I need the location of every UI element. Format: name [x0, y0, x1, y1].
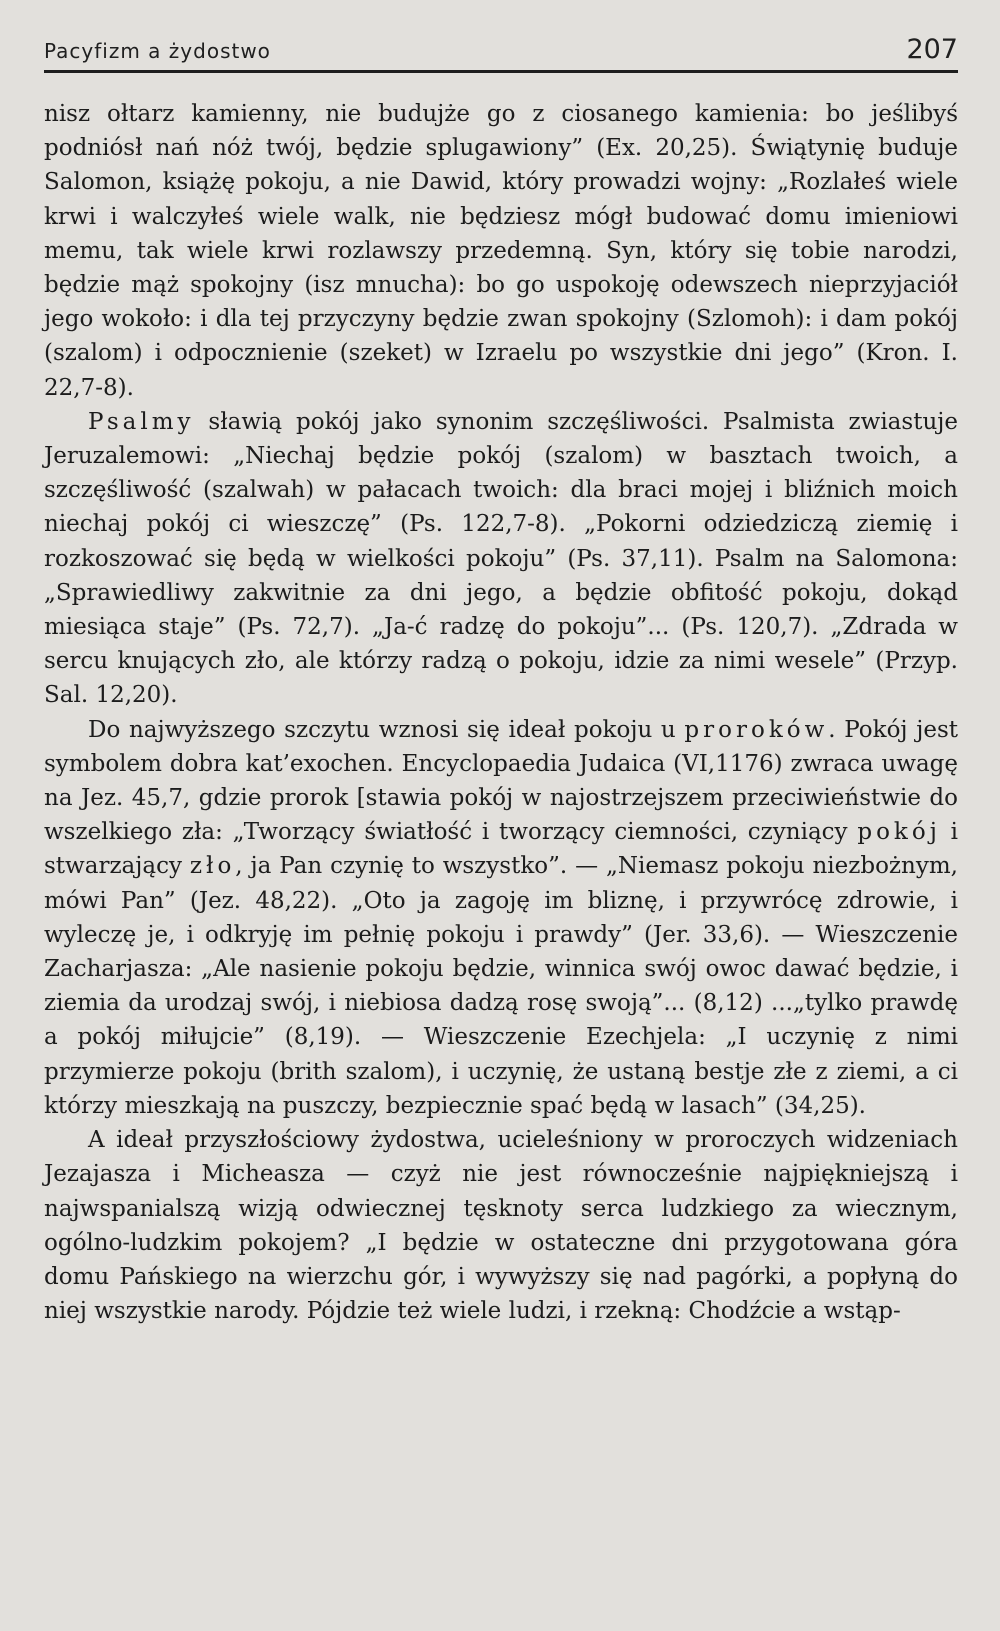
paragraph	[44, 1123, 958, 1328]
text-segment: sławią pokój jako synonim szczęśliwości. Psalmista zwiastuje Jeruzalemowi: „Niechaj będzie pokój (szalom) w basztach twoich, a szczęśliwość (szalwah) w pałacach twoich: dla braci mojej i bliźnich moich niechaj pokój ci wieszczę” (Ps. 122,7-8). „Pokorni odziedziczą ziemię i rozkoszować się będą w wielkości pokoju” (Ps. 37,11). Psalm na Salomona: „Sprawiedliwy zakwitnie za dni jego, a będzie obfitość pokoju, dokąd miesiąca staje” (Ps. 72,7). „Ja-ć radzę do pokoju”... (Ps. 120,7). „Zdrada w sercu knujących zło, ale którzy radzą o pokoju, idzie za nimi wesele” (Przyp. Sal. 12,20).	[44, 408, 958, 709]
text-segment: , ja Pan czynię to wszystko”. — „Niemasz pokoju niezbożnym, mówi Pan” (Jez. 48,22). „Oto ja zagoję im bliznę, i przywrócę zdrowie, i wyleczę je, i odkryję im pełnię pokoju i prawdy” (Jer. 33,6). — Wieszczenie Zacharjasza: „Ale nasienie pokoju będzie, winnica swój owoc dawać będzie, i ziemia da urodzaj swój, i niebiosa dadzą rosę swoją”... (8,12) ...„tylko prawdę a pokój miłujcie” (8,19). — Wieszczenie Ezechjela: „I uczynię z nimi przymierze pokoju (brith szalom), i uczynię, że ustaną bestje złe z ziemi, a ci którzy mieszkają na puszczy, bezpiecznie spać będą w lasach” (34,25).	[44, 853, 958, 1119]
text-segment: Do najwyższego szczytu wznosi się ideał pokoju u	[88, 716, 685, 743]
emphasized-spaced-text: zło	[189, 853, 236, 880]
text-segment: i stwarzający	[44, 819, 958, 880]
emphasized-spaced-text: proroków	[684, 716, 829, 743]
emphasized-spaced-text: Psalmy	[88, 408, 195, 435]
text-segment: A ideał przyszłościowy żydostwa, ucieleśniony w proroczych widzeniach Jezajasza i Micheasza — czyż nie jest równocześnie najpiękniejszą i najwspanialszą wizją odwiecznej tęsknoty serca ludzkiego za wiecznym, ogólno-ludzkim pokojem? „I będzie w ostateczne dni przygotowana góra domu Pańskiego na wierzchu gór, i wywyższy się nad pagórki, a popłyną do niej wszystkie narody. Pójdzie też wiele ludzi, i rzekną: Chodźcie a wstąp-	[44, 1127, 958, 1325]
running-title: Pacyfizm a żydostwo	[44, 39, 271, 63]
paragraph	[44, 97, 958, 405]
text-segment: nisz ołtarz kamienny, nie budujże go z ciosanego kamienia: bo jeślibyś podniósł nań nóż twój, będzie splugawiony” (Ex. 20,25). Świątynię buduje Salomon, książę pokoju, a nie Dawid, który prowadzi wojny: „Rozlałeś wiele krwi i walczyłeś wiele walk, nie będziesz mógł budować domu imieniowi memu, tak wiele krwi rozlawszy przedemną. Syn, który się tobie narodzi, będzie mąż spokojny (isz mnucha): bo go uspokoję odewszech nieprzyjaciół jego wokoło: i dla tej przyczyny będzie zwan spokojny (Szlomoh): i dam pokój (szalom) i odpocznienie (szeket) w Izraelu po wszystkie dni jego” (Kron. I. 22,7-8).	[44, 101, 958, 401]
page-number: 207	[906, 34, 958, 65]
paragraph	[44, 713, 958, 1123]
emphasized-spaced-text: pokój	[857, 819, 941, 846]
text-segment: . Pokój jest symbolem dobra kat’exochen. Encyclopaedia Judaica (VI,1176) zwraca uwagę na Jez. 45,7, gdzie prorok [stawia pokój w najostrzejszem przeciwieństwie do wszelkiego zła: „Tworzący światłość i tworzący ciemności, czyniący	[44, 716, 959, 846]
body-text	[44, 97, 958, 1328]
paragraph	[44, 405, 958, 713]
running-header	[44, 30, 958, 73]
